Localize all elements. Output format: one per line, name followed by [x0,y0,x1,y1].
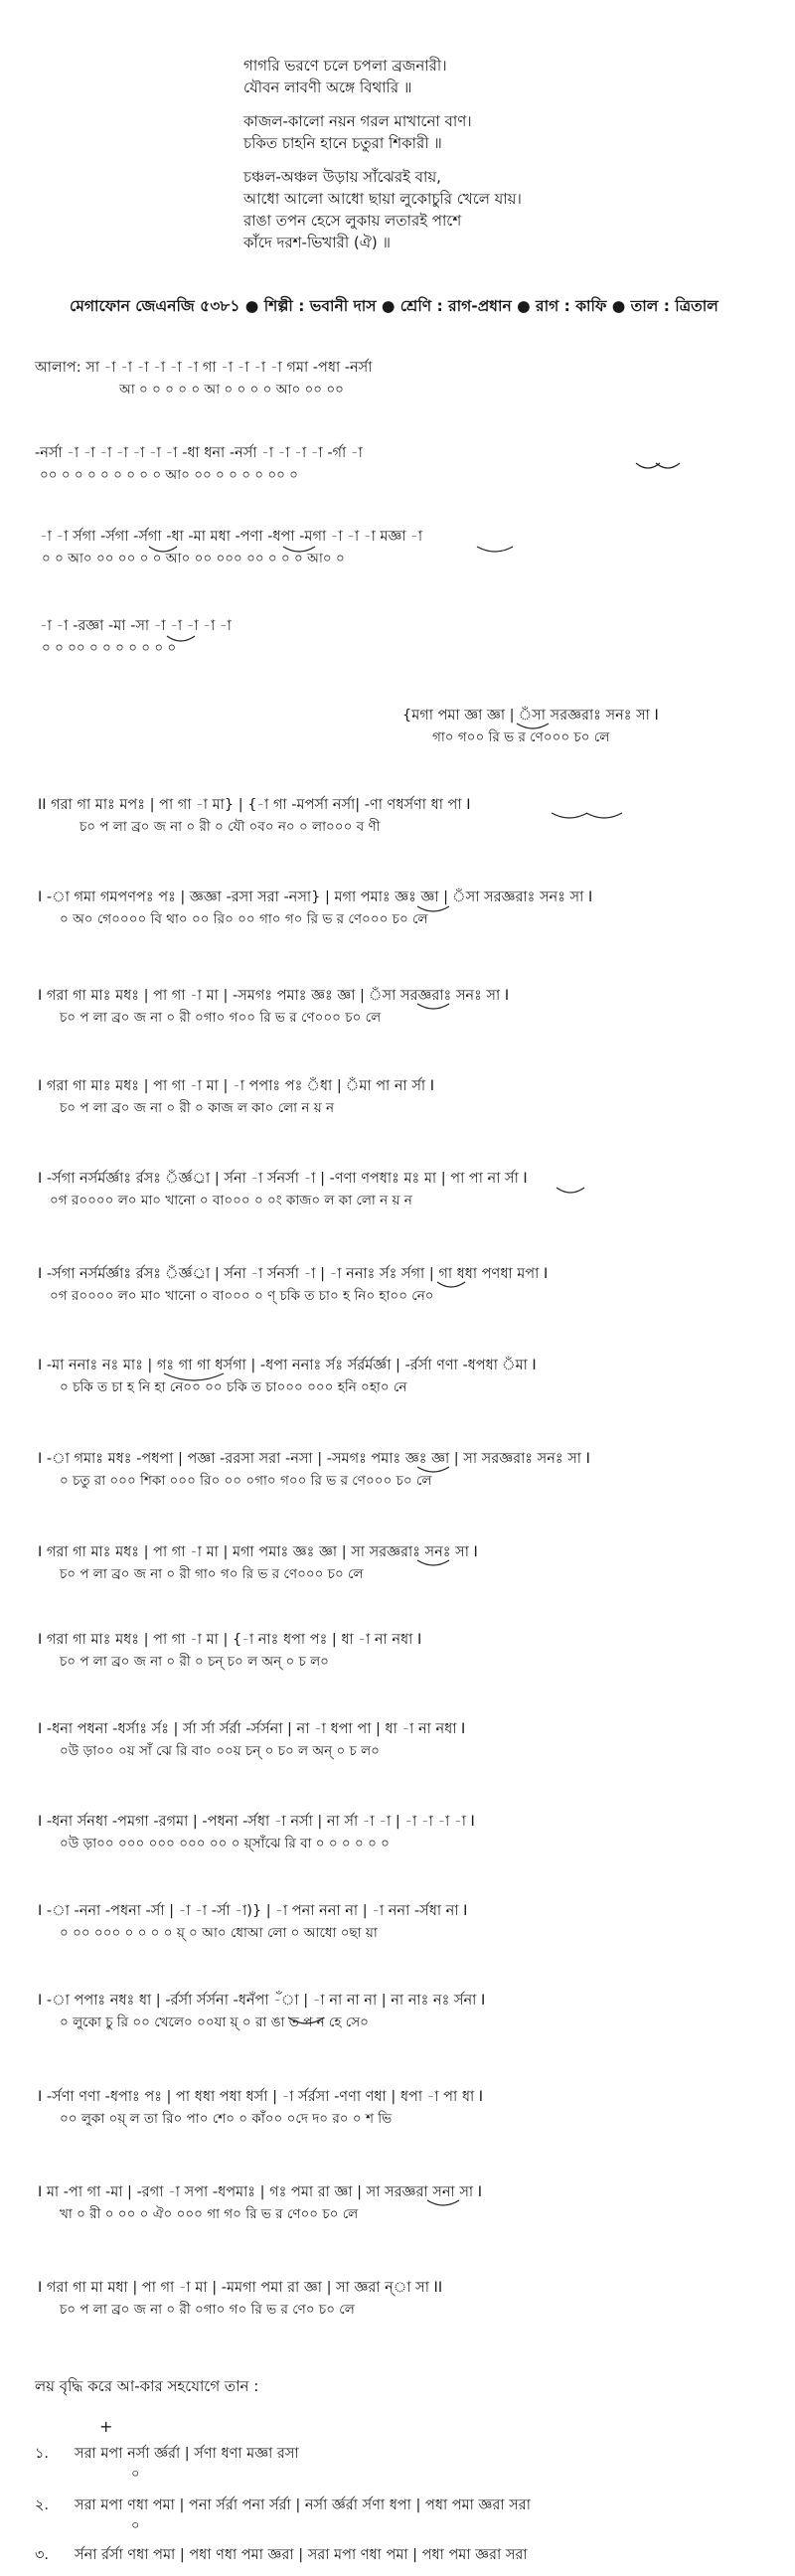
stanza-2 [243,110,701,154]
tan-item [35,2544,528,2568]
poem-line: চকিত চাহনি হানে চতুরা শিকারী ॥ [243,134,442,152]
lyric-line: ০ চতু রা ০০০ শিকা ০০০ রি০ ০০ ০গা০ গ০০ রি ভ র ণে০০০ চ০ লে [60,1473,432,1489]
swara-line: I -মা ননাঃ নঃ মাঃ | গঃ গা গা ধর্সগা | -ধপা ননাঃ র্সঃ র্সর্রর্মর্জ্ঞা | -র্রর্সা ণণা -ধপধা ঁমা I [38,1358,537,1373]
swara-line: I -ধনা র্সনধা -পমগা -রগমা | -পধনা -র্সধা -া নর্সা | না র্সা -া -া | -া -া -া -া I [38,1814,475,1830]
lyric-line: ০ ০ ০০ ০ ০ ০ ০ ০ ০ ০ [42,640,177,656]
poem-lyrics [243,55,701,265]
lyric-line: গা০ গ০০ রি ভ র ণে০০০ চ০ লে [432,729,610,745]
swara-line: -নর্সা -া -া -া -া -া -া -া -ধা ধনা -নর্সা -া -া -া -া -র্গা -া [35,445,363,461]
swara-line: I -া -ননা -পধনা -র্সা | -া -া -র্সা -া)} | -া পনা ননা না | -া ননা -র্সধা না I [38,1903,468,1919]
slur-arc [556,1188,584,1193]
poem-line: যৌবন লাবণী অঙ্গে বিথারি ॥ [243,79,412,96]
lyric-line: চ০ প লা ব্র০ জ না ০ রী ০ চন্‌ চ০ ল অন্‌ ০ চ ল০ [60,1654,329,1670]
swara-line: I -র্সণা ণণা -ধপাঃ পঃ | পা ধধা পধা ধর্সা | -া র্সর্রসা -ণণা ণধা | ধপা -া পা ধা I [38,2089,484,2105]
lyric-line: ০গ র০০০০ ল০ মা০ খানো ০ বা০০০ ০ ০ং কাজ০ ল কা লো ন য় ন [50,1193,412,1208]
lyric-line: চ০ প লা ব্র০ জ না ০ রী ০গা০ গ০০ রি ভ র ণে০০০ চ০ লে [60,1010,382,1026]
lyric-line: ০উ ড়া০০ ০০০ ০০০ ০০০ ০০ ০ য়্‌সাঁঝে রি বা ০ ০ ০ ০ ০ ০ [60,1836,390,1852]
lyric-line: ০ লুকো চু রি ০০ খেলে০ ০০যা য়্‌ ০ রা ঙা ত প ন হে সে০ [60,2014,369,2030]
tan-number: ৩. [35,2547,50,2563]
poem-line: চঞ্চল-অঞ্চল উড়ায় সাঁঝেরই বায়, [243,168,441,186]
tan-text: র্সনা র্রর্সা ণধা পমা | পধা ণধা পমা জ্ঞরা | সরা মপা ণধা পমা | পধা পমা জ্ঞরা সরা [75,2547,528,2563]
record-info: মেগাফোন জেএনজি ৫৩৮১ ● শিল্পী : ভবানী দাস ● শ্রেণি : রাগ-প্রধান ● রাগ : কাফি ● তাল : ত্রিতাল [70,297,718,315]
tan-number: ২. [35,2497,50,2513]
swara-line: I -ধনা পধনা -ধর্সাঃ র্সঃ | র্সা র্সা র্সর্রা -র্সর্সনা | না -া ধপা পা | ধা -া না নধা I [38,1721,466,1737]
lyric-line: ০উ ড়া০০ ০য় সাঁ ঝে রি বা০ ০০য় চন্‌ ০ চ০ ল অন্‌ ০ চ ল০ [60,1743,380,1759]
swara-line: I গরা গা মাঃ মধঃ | পা গা -া মা | -সমগঃ পমাঃ জ্ঞঃ জ্ঞা | ঁসা সরজ্ঞরাঃ সনঃ সা I [38,988,510,1004]
poem-line: রাঙা তপন হেসে লুকায় লতারই পাশে [243,212,462,230]
swara-line: I -া পপাঃ নধঃ ধা | -র্রর্সা র্সর্সনা -ধনঁপা -ঁা | -া না না না | না নাঃ নঃ র্সনা I [38,1993,486,2009]
lyric-line: চ০ প লা ব্র০ জ না ০ রী ০ যৌ ০ব০ ন০ ০ লা০০০ ব ণী [80,819,381,835]
slur-arc [552,813,587,818]
swara-line: I মা -পা গা -মা | -রগা -া সপা -ধপমাঃ | গঃ পমা রা জ্ঞা | সা সরজ্ঞরা সনা সা I [38,2184,483,2200]
swara-line: I গরা গা মাঃ মধঃ | পা গা -া মা | {-া নাঃ ধপা পঃ | ধা -া না নধা I [38,1632,422,1648]
tan-sub: ০ [131,2518,140,2533]
lyric-line: চ০ প লা ব্র০ জ না ০ রী ০ কাজ ল কা০ লো ন য় ন [60,1100,334,1116]
swara-line: I -র্সগা নর্সর্মর্জ্ঞাঃ র্রসঃ ঁর্জ্ঞর্া | র্সনা -া র্সনর্সা -া | -া ননাঃ র্সঃ র্সগা | গা ধধা পণধা মপা I [38,1266,549,1282]
swara-line: I গরা গা মাঃ মধঃ | পা গা -া মা | মগা পমাঃ জ্ঞঃ জ্ঞা | সা সরজ্ঞরাঃ সনঃ সা I [38,1544,478,1560]
stanza-1 [243,55,701,98]
swara-line: I -র্সগা নর্সর্মর্জ্ঞাঃ র্রসঃ ঁর্জ্ঞর্া | র্সনা -া র্সনর্সা -া | -ণণা ণপধাঃ মঃ মা | পা পা না র্সা I [38,1171,528,1187]
slur-arc [656,463,680,468]
lyric-line: খা ০ রী ০ ০০ ০ ঐ০ ০০০ গা গ০ রি ভ র ণে০০ চ০ লে [60,2206,359,2222]
swara-line: I -া গমাঃ মধঃ -পধপা | পজ্ঞা -ররসা সরা -নসা | -সমগঃ পমাঃ জ্ঞঃ জ্ঞা | সা সরজ্ঞরাঃ সনঃ সা I [38,1451,590,1467]
lyric-line: ০০ লুকা ০য়্‌ ল তা রি০ পা০ শে০ ০ কাঁ০০ ০দে দ০ র০ ০ শ ভি [60,2111,393,2127]
swara-line: -া -া র্সগা -র্সগা -র্সগা -ধা -মা মধা -পণা -ধপা -মগা -া -া -া মজ্ঞা -া [40,529,423,545]
tan-item [35,2495,531,2518]
tan-text: সরা মপা নর্সা র্জ্ঞর্রা | র্সণা ধণা মজ্ঞা রসা [75,2446,299,2462]
tan-sub: ০ [131,2467,140,2482]
swara-line: I গরা গা মা মধা | পা গা -া মা | -মমগা পমা রা জ্ঞা | সা জ্ঞরা ন্‌া সা II [38,2280,443,2296]
lyric-line: ০ ০০ ০০০ ০ ০ ০ ০ য়্‌ ০ আ০ ধোআ লো ০ আধো ০ছা য়া [60,1925,378,1941]
lyric-line: ০ অ০ গে০০০০ বি থা০ ০০ রি০ ০০ গা০ গ০ রি ভ র ণে০০০ চ০ লে [60,911,428,927]
lyric-line: চ০ প লা ব্র০ জ না ০ রী ০গা০ গ০ রি ভ র ণে০ চ০ লে [60,2302,355,2318]
tan-heading: লয় বৃদ্ধি করে আ-কার সহযোগে তান : [35,2377,259,2395]
lyric-line: ০০ ০ ০ ০ ০ ০ ০ ০ ০ আ০ ০০ ০ ০ ০ ০ ০০ ০ [40,467,298,483]
swara-line: আলাপ: সা -া -া -া -া -া -া গা -া -া -া -া গমা -পধা -নর্সা [35,360,373,376]
lyric-line: ০ ০ আ০ ০০ ০০ ০ ০ আ০ ০০ ০০০ ০০ ০ ০ ০ আ০ ০ [42,551,345,566]
tan-item [35,2443,299,2467]
poem-line: আধো আলো আধো ছায়া লুকোচুরি খেলে যায়। [243,190,522,208]
slur-arc [477,547,513,552]
lyric-line: ০গ র০০০০ ল০ মা০ খানো ০ বা০০০ ০ ণ্‌ চকি ত চা০ হ নি০ হা০০ নে০ [50,1288,434,1304]
tan-number: ১. [35,2446,50,2462]
swara-line: I গরা গা মাঃ মধঃ | পা গা -া মা | -া পপাঃ পঃ ঁধা | ঁমা পা না র্সা I [38,1078,434,1094]
tan-text: সরা মপা ণধা পমা | পনা র্সর্রা পনা র্সর্রা | নর্সা র্জ্ঞর্রা র্সণা ধপা | পধা পমা জ্ঞরা সরা [75,2497,531,2513]
swara-line: {মগা পমা জ্ঞা জ্ঞা | ঁসা সরজ্ঞরাঃ সনঃ সা I [402,708,659,724]
swara-line: II গরা গা মাঃ মপঃ | পা গা -া মা} | {-া গা -মপর্সা নর্সা| -ণা ণধর্সণা ধা পা I [38,797,471,813]
stanza-3 [243,166,701,253]
lyric-line: চ০ প লা ব্র০ জ না ০ রী গা০ গ০ রি ভ র ণে০০০ চ০ লে [60,1566,364,1582]
slur-arc [636,463,660,468]
poem-line: কাজল-কালো নয়ন গরল মাখানো বাণ। [243,112,472,130]
poem-line: গাগরি ভরণে চলে চপলা ব্রজনারী। [243,57,447,75]
lyric-line: আ ০ ০ ০ ০ ০ আ ০ ০ ০ ০ আ০ ০০ ০০ [119,382,344,398]
plus-mark: + [99,2417,113,2436]
slur-arc [586,813,622,818]
swara-line: I -া গমা গমপণপঃ পঃ | জ্ঞজ্ঞা -রসা সরা -নসা} | মগা পমাঃ জ্ঞঃ জ্ঞা | ঁসা সরজ্ঞরাঃ সনঃ সা I [38,889,593,905]
poem-line: কাঁদে দরশ-ভিখারী (ঐ) ॥ [243,234,391,251]
swara-line: -া -া -রজ্ঞা -মা -সা -া -া -া -া -া [40,618,232,634]
lyric-line: ০ চকি ত চা হ নি হা নে০০ ০০ চকি ত চা০০০ ০০০ হনি ০হা০ নে [60,1379,407,1395]
